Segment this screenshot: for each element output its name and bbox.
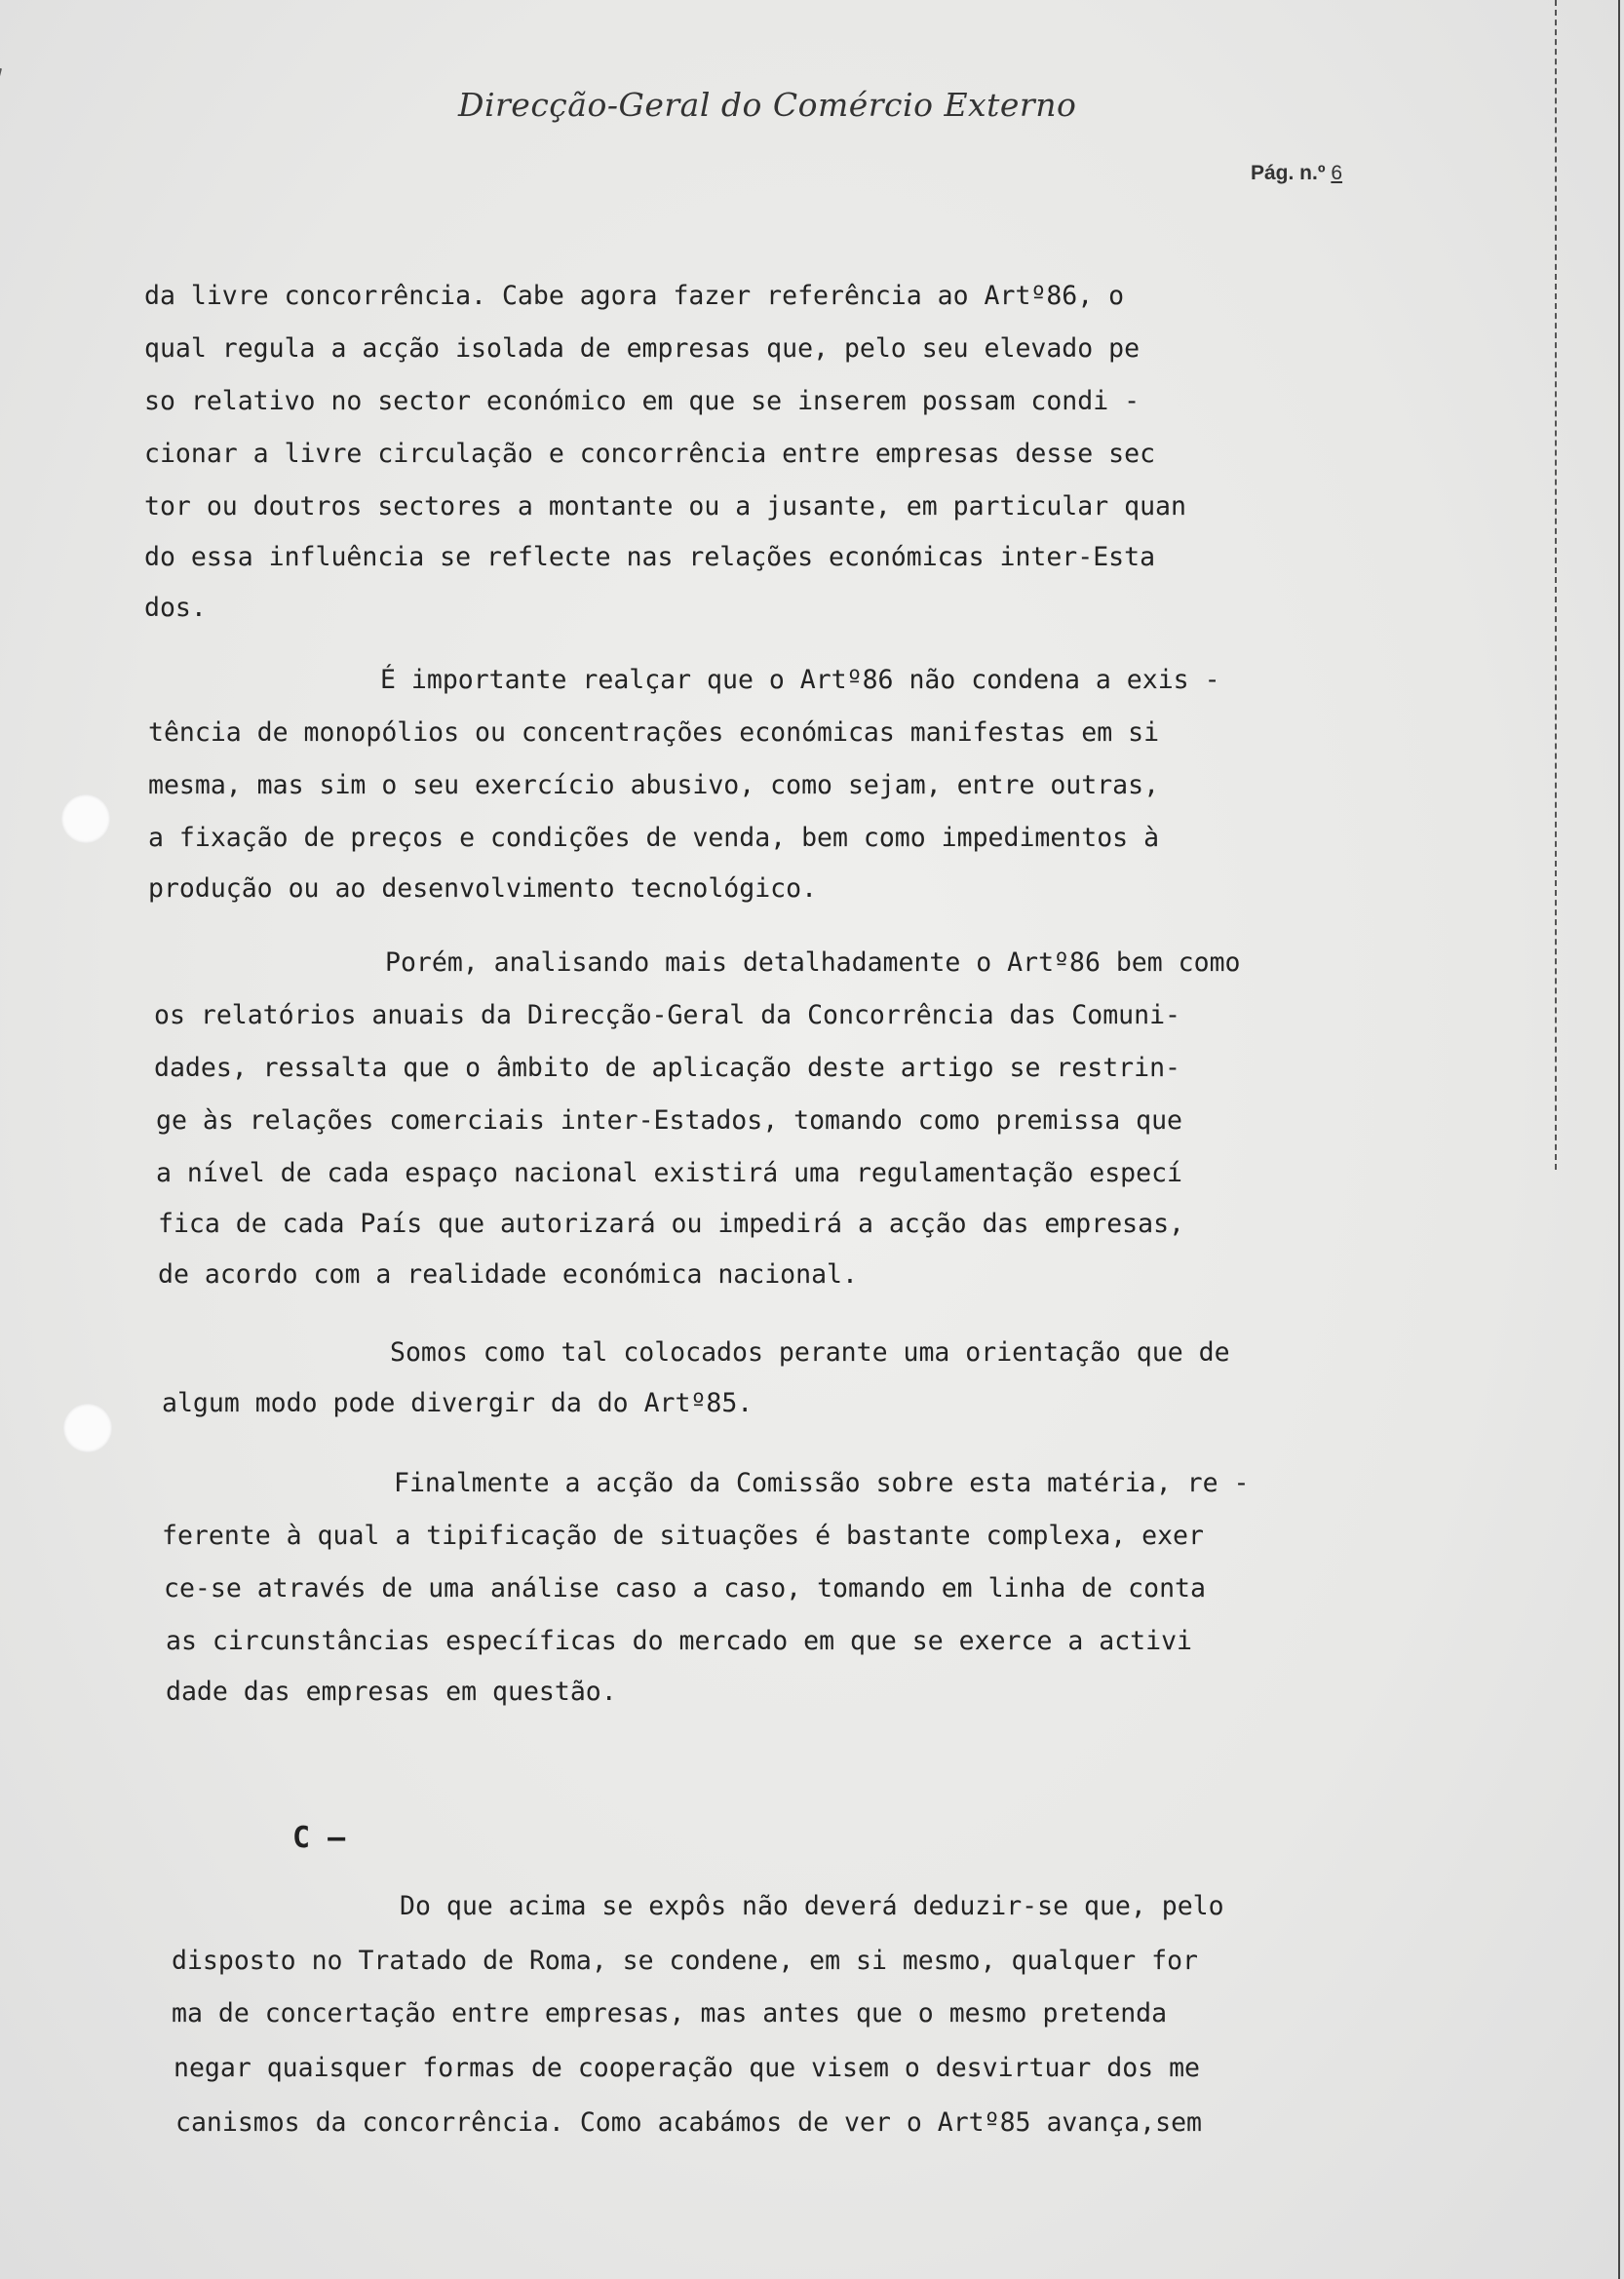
text-line: a nível de cada espaço nacional existirá uma regulamentação especí — [156, 1158, 1182, 1188]
page-number-value: 6 — [1331, 162, 1343, 184]
text-line: produção ou ao desenvolvimento tecnológico. — [148, 873, 818, 904]
text-line: Do que acima se expôs não deverá deduzir-se que, pelo — [400, 1891, 1224, 1921]
text-line: Finalmente a acção da Comissão sobre esta matéria, re - — [394, 1468, 1250, 1498]
text-line: disposto no Tratado de Roma, se condene, em si mesmo, qualquer for — [172, 1946, 1198, 1976]
text-line: dades, ressalta que o âmbito de aplicação deste artigo se restrin- — [154, 1053, 1180, 1083]
text-line: da livre concorrência. Cabe agora fazer referência ao Artº86, o — [144, 281, 1125, 311]
punch-hole-bottom — [63, 1404, 112, 1452]
section-heading: C — — [292, 1821, 346, 1855]
page-number-label: Pág. n.º — [1251, 162, 1326, 184]
text-line: negar quaisquer formas de cooperação que visem o desvirtuar dos me — [174, 2053, 1200, 2083]
punch-hole-top — [61, 794, 110, 843]
text-line: cionar a livre circulação e concorrência entre empresas desse sec — [144, 439, 1156, 469]
text-line: qual regula a acção isolada de empresas que, pelo seu elevado pe — [144, 333, 1141, 364]
text-line: dos. — [144, 593, 207, 623]
text-line: ge às relações comerciais inter-Estados, tomando como premissa que — [156, 1105, 1182, 1136]
text-line: do essa influência se reflecte nas relações económicas inter-Esta — [144, 542, 1156, 572]
text-line: de acordo com a realidade económica nacional. — [158, 1259, 858, 1290]
text-line: Porém, analisando mais detalhadamente o Artº86 bem como — [385, 947, 1241, 978]
text-line: ferente à qual a tipificação de situações é bastante complexa, exer — [162, 1521, 1204, 1551]
text-line: dade das empresas em questão. — [166, 1677, 617, 1707]
text-line: so relativo no sector económico em que se inserem possam condi - — [144, 386, 1141, 416]
page-number — [1251, 162, 1342, 185]
text-line: tor ou doutros sectores a montante ou a jusante, em particular quan — [144, 491, 1186, 521]
text-line: algum modo pode divergir da do Artº85. — [162, 1388, 754, 1418]
text-line: a fixação de preços e condições de venda, bem como impedimentos à — [148, 823, 1160, 853]
margin-rule — [1555, 0, 1557, 1170]
text-line: os relatórios anuais da Direcção-Geral da Concorrência das Comuni- — [154, 1000, 1180, 1030]
text-line: ma de concertação entre empresas, mas antes que o mesmo pretenda — [172, 1998, 1168, 2028]
text-line: mesma, mas sim o seu exercício abusivo, como sejam, entre outras, — [148, 770, 1160, 800]
text-line: ce-se através de uma análise caso a caso, tomando em linha de conta — [164, 1573, 1206, 1603]
text-line: fica de cada País que autorizará ou impedirá a acção das empresas, — [158, 1209, 1184, 1239]
letterhead: Direcção-Geral do Comércio Externo — [458, 86, 1077, 124]
text-line: Somos como tal colocados perante uma orientação que de — [390, 1337, 1230, 1368]
page-edge — [1618, 0, 1620, 2279]
text-line: canismos da concorrência. Como acabámos de ver o Artº85 avança,sem — [175, 2107, 1202, 2138]
page-fold-mark — [0, 68, 2, 239]
text-line: as circunstâncias específicas do mercado em que se exerce a activi — [166, 1626, 1192, 1656]
text-line: É importante realçar que o Artº86 não condena a exis - — [380, 665, 1220, 695]
text-line: tência de monopólios ou concentrações económicas manifestas em si — [148, 717, 1160, 748]
